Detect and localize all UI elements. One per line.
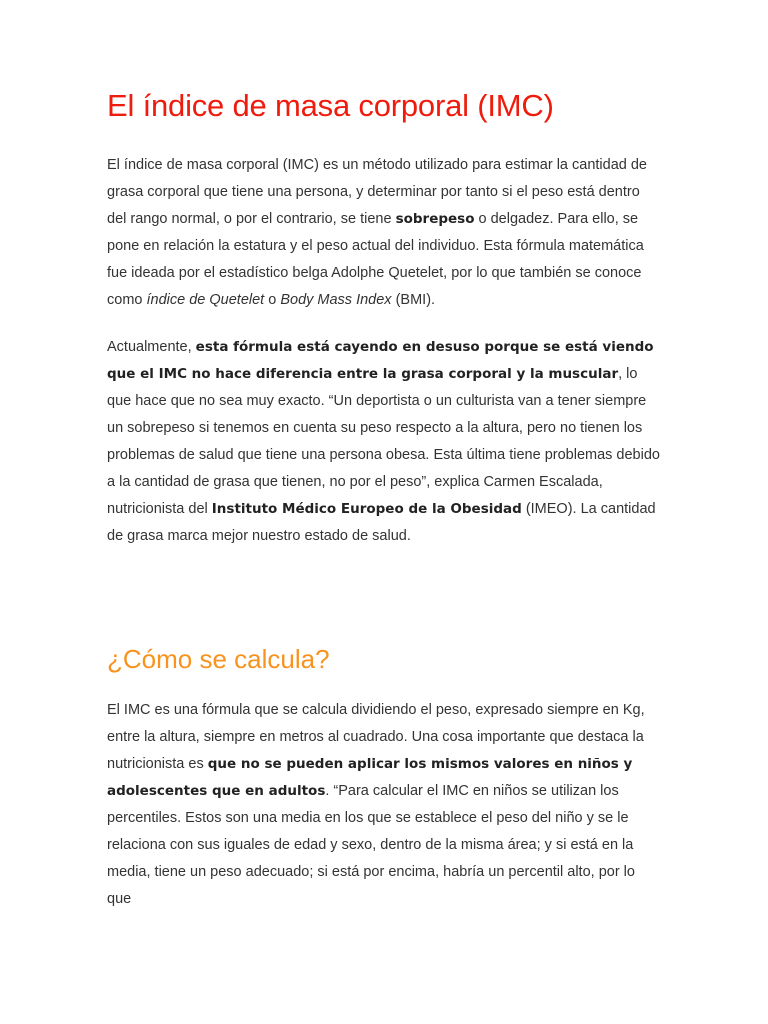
bold-statement: que no se pueden aplicar los mismos valores en niños y adolescentes que en adultos xyxy=(107,756,633,799)
text-run: o xyxy=(264,292,281,308)
italic-term: índice de Quetelet xyxy=(146,292,265,308)
text-run: Actualmente, xyxy=(107,339,196,355)
paragraph-intro xyxy=(107,152,662,314)
text-run: (BMI). xyxy=(391,292,436,308)
text-run: o delgadez. Para ello, se pone en relación la estatura y el peso actual del individuo. Esta fórmula matemática fue ideada por el estadístico belga Adolphe Quetelet, por lo que también se conoce como xyxy=(107,211,644,308)
article-title: El índice de masa corporal (IMC) xyxy=(107,88,554,123)
text-run: . “Para calcular el IMC en niños se utilizan los percentiles. Estos son una media en los que se establece el peso del niño y se le relaciona con sus iguales de edad y sexo, dentro de la misma área; y si está en la media, tiene un peso adecuado; si está por encima, habría un percentil alto, por lo que xyxy=(107,783,635,907)
bold-institution: Instituto Médico Europeo de la Obesidad xyxy=(211,501,522,517)
text-run: , lo que hace que no sea muy exacto. “Un deportista o un culturista van a tener siempre un sobrepeso si tenemos en cuenta su peso respecto a la altura, pero no tienen los problemas de salud que tiene una persona obesa. Esta última tiene problemas debido a la cantidad de grasa que tienen, no por el peso”, explica Carmen Escalada, nutricionista del xyxy=(107,366,660,517)
text-run: El índice de masa corporal (IMC) es un método utilizado para estimar la cantidad de grasa corporal que tiene una persona, y determinar por tanto si el peso está dentro del rango normal, o por el contrario, se tiene xyxy=(107,157,647,227)
bold-term: sobrepeso xyxy=(395,211,475,227)
bold-statement: esta fórmula está cayendo en desuso porque se está viendo que el IMC no hace diferencia entre la grasa corporal y la muscular xyxy=(107,339,654,382)
text-run: El IMC es una fórmula que se calcula dividiendo el peso, expresado siempre en Kg, entre la altura, siempre en metros al cuadrado. Una cosa importante que destaca la nutricionista es xyxy=(107,702,645,772)
text-run: (IMEO). La cantidad de grasa marca mejor nuestro estado de salud. xyxy=(107,501,656,544)
paragraph-calculation xyxy=(107,697,662,913)
section-heading: ¿Cómo se calcula? xyxy=(107,644,330,674)
italic-term: Body Mass Index xyxy=(280,292,392,308)
paragraph-current-use xyxy=(107,334,662,550)
